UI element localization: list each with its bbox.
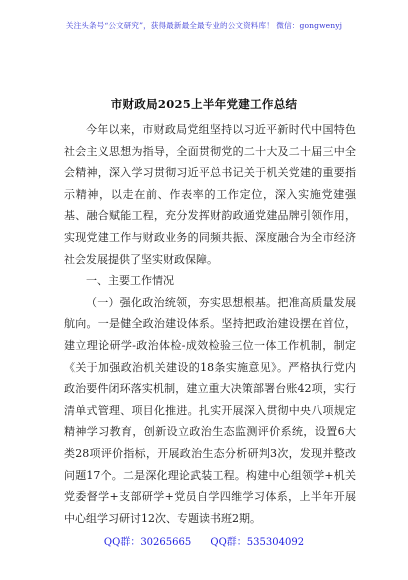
header-banner: 关注头条号“公文研究”，获得最新最全最专业的公文资料库！ 微信：gongwenyj [65, 21, 343, 30]
qq-group-1: QQ群：30265665 [103, 537, 192, 548]
footer-contact [0, 533, 408, 548]
document-title: 市财政局2025上半年党建工作总结 [110, 97, 298, 111]
body-paragraph: （一）强化政治统领，夯实思想根基。把准高质量发展航向。一是健全政治建设体系。坚持把政治建设摆在首位，建立理论研学-政治体检-成效检验三位一体工作机制，制定《关于加强政治机关建设的18条实施意见》。严格执行党内政治要件闭环落实机制，建立重大决策部署台账42项，实行清单式管理、项目化推进。扎实开展深入贯彻中央八项规定精神学习教育，创新设立政治生态监测评价系统，设置6大类28项评价指标，开展政治生态分析研判3次，发现并整改问题17个。二是深化理论武装工程。构建中心组领学+机关党委督学+支部研学+党员自学四维学习体系，上半年开展中心组学习研讨12次、专题读书班2期。 [64, 295, 356, 525]
qq-group-2: QQ群：535304092 [210, 537, 305, 548]
intro-paragraph: 今年以来，市财政局党组坚持以习近平新时代中国特色社会主义思想为指导，全面贯彻党的二十大及二十届三中全会精神，深入学习贯彻习近平总书记关于机关党建的重要指示精神，以走在前、作表率的工作定位，深入实施党建强基、融合赋能工程，充分发挥财韵政通党建品牌引领作用，实现党建工作与财政业务的同频共振、深度融合为全市经济社会发展提供了坚实财政保障。 [64, 123, 356, 266]
document-body [64, 119, 356, 529]
section-heading: 一、主要工作情况 [86, 274, 174, 288]
